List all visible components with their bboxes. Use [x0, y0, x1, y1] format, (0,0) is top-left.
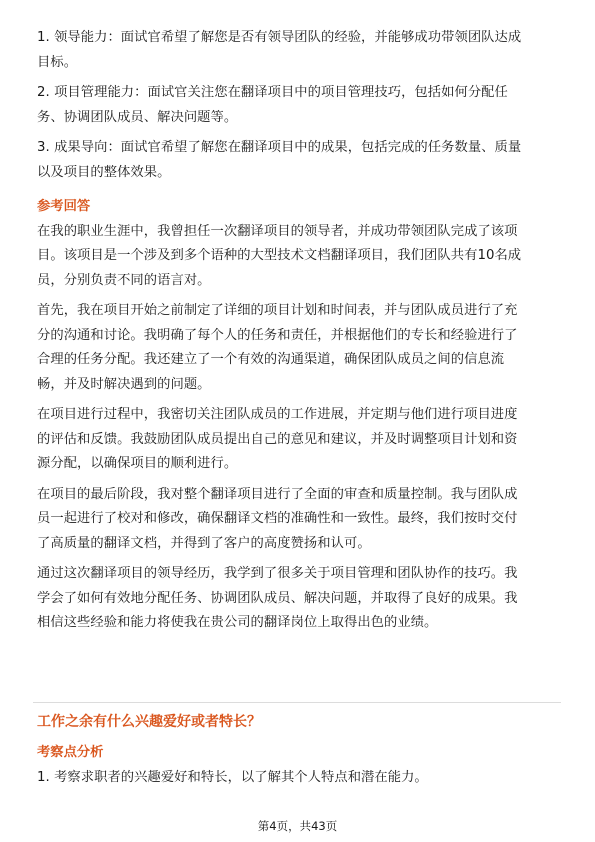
answer-paragraph-1: 在我的职业生涯中，我曾担任一次翻译项目的领导者，并成功带领团队完成了该项 目。该项目是一个涉及到多个语种的大型技术文档翻译项目，我们团队共有10名成 员，分别负责不同的语言对。: [37, 223, 522, 288]
page-number: 第4页，共43页: [257, 819, 338, 833]
answer-paragraph-5: 通过这次翻译项目的领导经历，我学到了很多关于项目管理和团队协作的技巧。我 学会了如何有效地分配任务、协调团队成员、解决问题，并取得了良好的成果。我 相信这些经验和能力将使我在贵公司的翻译岗位上取得出色的业绩。: [37, 566, 518, 630]
answer-heading: 参考回答: [37, 199, 91, 214]
question-heading: 工作之余有什么兴趣爱好或者特长？: [37, 714, 261, 730]
answer-paragraph-2: 首先，我在项目开始之前制定了详细的项目计划和时间表，并与团队成员进行了充 分的沟通和讨论。我明确了每个人的任务和责任，并根据他们的专长和经验进行了 合理的任务分配。我还建立了一个有效的沟通渠道，确保团队成员之间的信息流 畅，并及时解决遇到的问题。: [37, 303, 518, 392]
analysis-heading: 考察点分析: [37, 745, 104, 760]
document-body: [37, 26, 561, 636]
answer-paragraph-4: 在项目的最后阶段，我对整个翻译项目进行了全面的审查和质量控制。我与团队成 员一起进行了校对和修改，确保翻译文档的准确性和一致性。最终，我们按时交付 了高质量的翻译文档，并得到了客户的高度赞扬和认可。: [37, 486, 518, 551]
criterion-project-management: 2. 项目管理能力：面试官关注您在翻译项目中的项目管理技巧，包括如何分配任 务、协调团队成员、解决问题等。: [37, 85, 508, 125]
next-question-section: [37, 710, 561, 790]
answer-paragraph-3: 在项目进行过程中，我密切关注团队成员的工作进展，并定期与他们进行项目进度 的评估和反馈。我鼓励团队成员提出自己的意见和建议，并及时调整项目计划和资 源分配，以确保项目的顺利进行。: [37, 407, 518, 471]
criterion-leadership: 1. 领导能力：面试官希望了解您是否有领导团队的经验，并能够成功带领团队达成 目标。: [37, 30, 522, 70]
analysis-item-1: 1. 考察求职者的兴趣爱好和特长，以了解其个人特点和潜在能力。: [37, 769, 428, 785]
section-divider: [33, 702, 561, 703]
criterion-result-oriented: 3. 成果导向：面试官希望了解您在翻译项目中的成果，包括完成的任务数量、质量 以及项目的整体效果。: [37, 140, 522, 180]
